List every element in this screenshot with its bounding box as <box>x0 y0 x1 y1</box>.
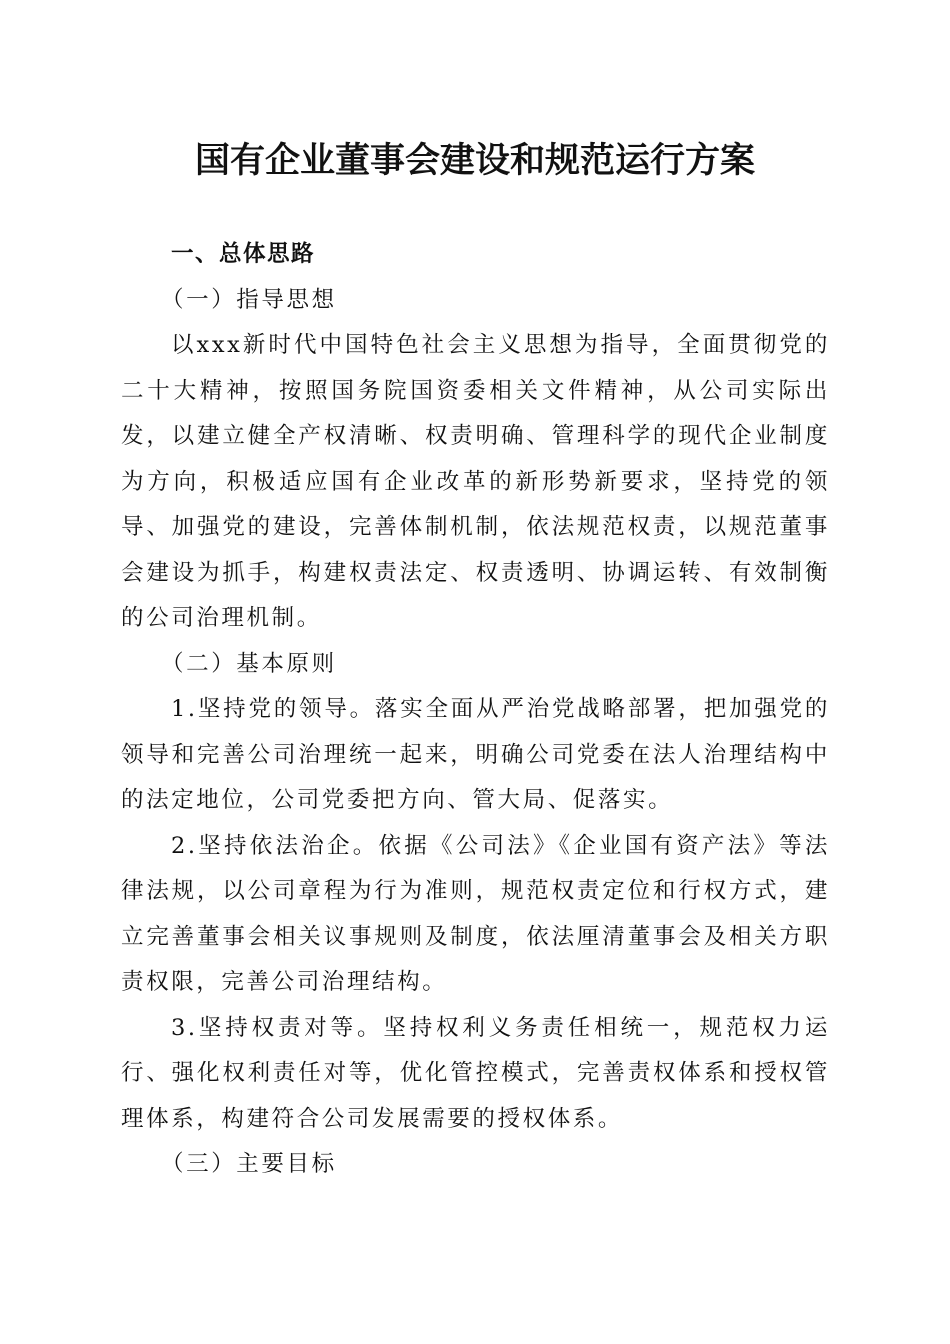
subsection-heading-guiding-ideology: （一）指导思想 <box>161 286 337 313</box>
paragraph-guiding-ideology: 以xxx新时代中国特色社会主义思想为指导，全面贯彻党的二十大精神，按照国务院国资委相关文件精神，从公司实际出发，以建立健全产权清晰、权责明确、管理科学的现代企业制度为方向，积极适应国有企业改革的新形势新要求，坚持党的领导、加强党的建设，完善体制机制，依法规范权责，以规范董事会建设为抓手，构建权责法定、权责透明、协调运转、有效制衡的公司治理机制。 <box>121 332 830 631</box>
subsection-heading-basic-principles: （二）基本原则 <box>161 650 337 677</box>
subsection-heading-main-goals: （三）主要目标 <box>161 1151 337 1177</box>
paragraph-principle-party-leadership: 1.坚持党的领导。落实全面从严治党战略部署，把加强党的领导和完善公司治理统一起来，明确公司党委在法人治理结构中的法定地位，公司党委把方向、管大局、促落实。 <box>121 696 830 813</box>
paragraph-principle-rights-responsibilities: 3.坚持权责对等。坚持权利义务责任相统一，规范权力运行、强化权利责任对等，优化管控模式，完善责权体系和授权管理体系，构建符合公司发展需要的授权体系。 <box>121 1014 830 1132</box>
document-title: 国有企业董事会建设和规范运行方案 <box>194 140 755 181</box>
document-body <box>121 232 830 1188</box>
section-heading-overall-approach: 一、总体思路 <box>171 241 316 267</box>
paragraph-principle-rule-of-law: 2.坚持依法治企。依据《公司法》《企业国有资产法》等法律法规，以公司章程为行为准则，规范权责定位和行权方式，建立完善董事会相关议事规则及制度，依法厘清董事会及相关方职责权限，完善公司治理结构。 <box>121 832 830 995</box>
